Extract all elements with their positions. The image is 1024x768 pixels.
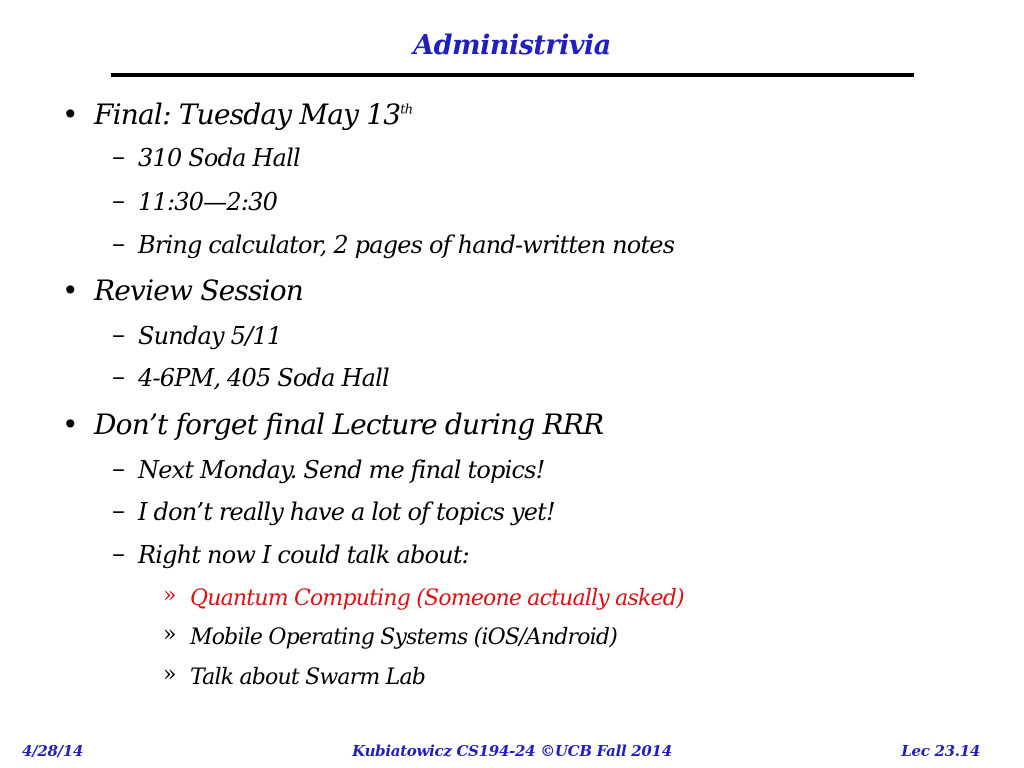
topic-mobile-os: Mobile Operating Systems (iOS/Android) <box>190 625 617 650</box>
dash-marker: – <box>112 496 125 526</box>
bullet-final-text: Final: Tuesday May 13 <box>94 98 401 131</box>
footer-date: 4/28/14 <box>22 742 84 760</box>
bullet-marker: • <box>62 274 79 307</box>
footer-course: Kubiatowicz CS194-24 ©UCB Fall 2014 <box>352 742 672 760</box>
dash-marker: – <box>112 142 125 172</box>
topic-quantum: Quantum Computing (Someone actually asked) <box>190 586 684 611</box>
sub-item-review-place: 4-6PM, 405 Soda Hall <box>138 364 389 392</box>
footer-lecture-number: Lec 23.14 <box>901 742 980 760</box>
dash-marker: – <box>112 320 125 350</box>
chevron-marker: » <box>163 662 177 687</box>
bullet-final-sup: th <box>400 102 413 118</box>
chevron-marker: » <box>163 583 177 608</box>
chevron-marker: » <box>163 622 177 647</box>
dash-marker: – <box>112 454 125 484</box>
sub-item-review-date: Sunday 5/11 <box>138 322 282 350</box>
topic-swarm-lab: Talk about Swarm Lab <box>190 665 426 690</box>
title-rule <box>111 73 914 77</box>
sub-item-location: 310 Soda Hall <box>138 144 300 172</box>
bullet-final-lecture: Don’t forget final Lecture during RRR <box>94 408 604 441</box>
dash-marker: – <box>112 539 125 569</box>
bullet-review: Review Session <box>94 274 303 307</box>
sub-item-talk-about: Right now I could talk about: <box>138 541 469 569</box>
sub-item-topics: I don’t really have a lot of topics yet! <box>138 498 555 526</box>
sub-item-time: 11:30—2:30 <box>138 188 278 216</box>
dash-marker: – <box>112 186 125 216</box>
slide-title: Administrivia <box>413 30 611 61</box>
sub-item-next-monday: Next Monday. Send me final topics! <box>138 456 545 484</box>
dash-marker: – <box>112 362 125 392</box>
bullet-marker: • <box>62 98 79 131</box>
sub-item-materials: Bring calculator, 2 pages of hand-written notes <box>138 231 675 259</box>
bullet-final <box>94 98 412 131</box>
bullet-marker: • <box>62 408 79 441</box>
dash-marker: – <box>112 229 125 259</box>
